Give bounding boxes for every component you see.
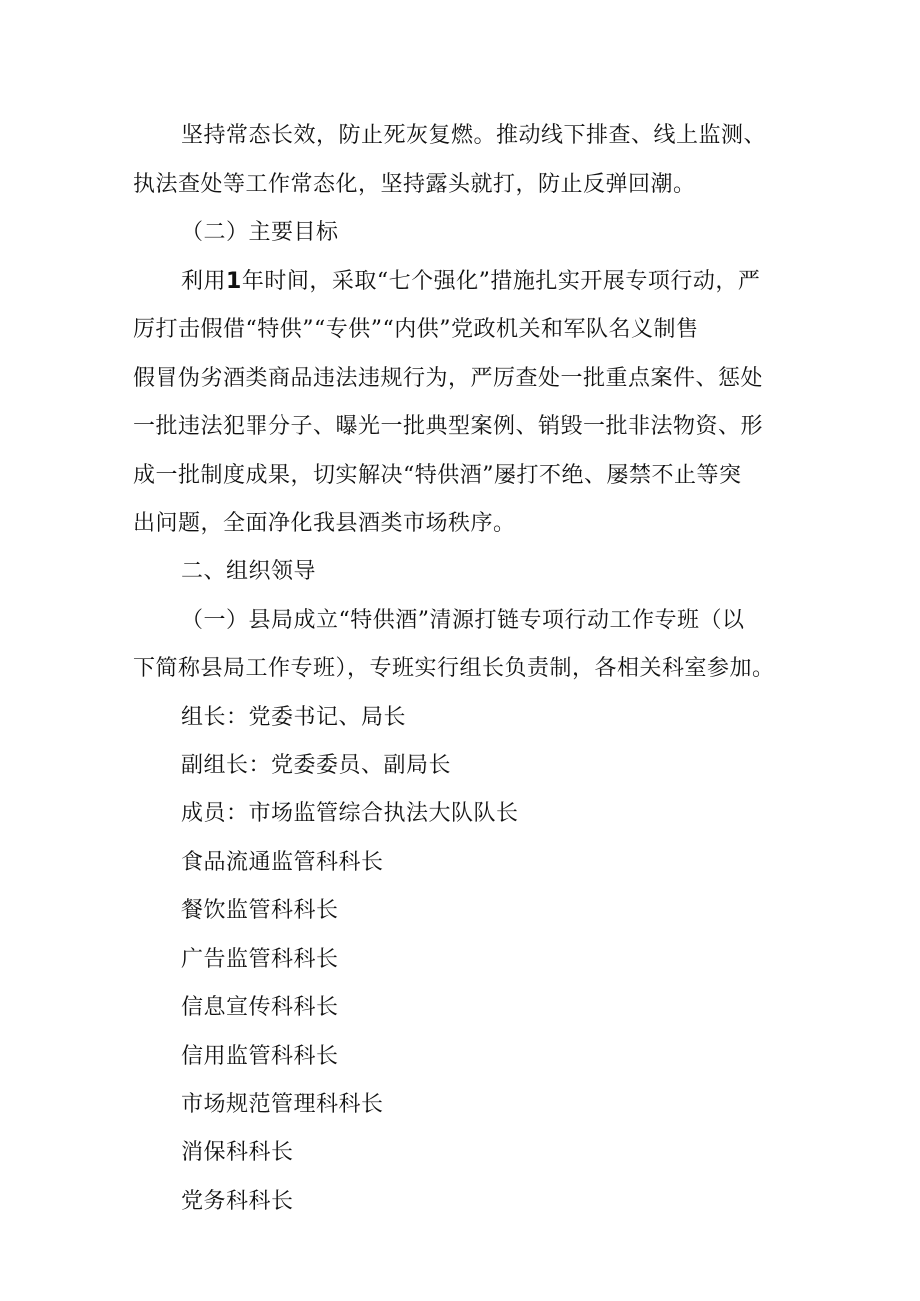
text-fragment: 年时间，采取“七个强化”措施扎实开展专项行动，严 <box>241 269 761 294</box>
paragraph-line: 下简称县局工作专班），专班实行组长负责制，各相关科室参加。 <box>133 656 775 681</box>
paragraph-line: 成一批制度成果，切实解决“特供酒”屡打不绝、屡禁不止等突 <box>133 463 742 488</box>
section-heading: （二）主要目标 <box>181 220 339 245</box>
paragraph-line: 假冒伪劣酒类商品违法违规行为，严厉查处一批重点案件、惩处 <box>133 366 764 391</box>
member-line: 副组长：党委委员、副局长 <box>181 753 452 778</box>
member-line: 成员：市场监管综合执法大队队长 <box>181 801 519 826</box>
number-text: 1 <box>226 269 242 294</box>
member-line: 组长：党委书记、局长 <box>181 705 407 730</box>
member-line: 市场规范管理科科长 <box>181 1092 384 1117</box>
section-heading: 二、组织领导 <box>181 559 317 584</box>
paragraph-line: 执法查处等工作常态化，坚持露头就打，防止反弹回潮。 <box>133 172 696 197</box>
paragraph-line: 坚持常态长效，防止死灰复燃。推动线下排查、线上监测、 <box>181 123 767 148</box>
paragraph-line: 一批违法犯罪分子、曝光一批典型案例、销毁一批非法物资、形 <box>133 414 764 439</box>
paragraph-line <box>181 268 760 296</box>
paragraph-line: 厉打击假借“特供”“专供”“内供”党政机关和军队名义制售 <box>133 317 699 342</box>
member-line: 党务科科长 <box>181 1189 294 1214</box>
member-line: 信息宣传科科长 <box>181 995 339 1020</box>
member-line: 餐饮监管科科长 <box>181 898 339 923</box>
paragraph-line: （一）县局成立“特供酒”清源打链专项行动工作专班（以 <box>181 608 745 633</box>
member-line: 广告监管科科长 <box>181 947 339 972</box>
member-line: 食品流通监管科科长 <box>181 850 384 875</box>
member-line: 消保科科长 <box>181 1140 294 1165</box>
paragraph-line: 出问题，全面净化我县酒类市场秩序。 <box>133 511 516 536</box>
text-fragment: 利用 <box>181 269 227 294</box>
member-line: 信用监管科科长 <box>181 1044 339 1069</box>
